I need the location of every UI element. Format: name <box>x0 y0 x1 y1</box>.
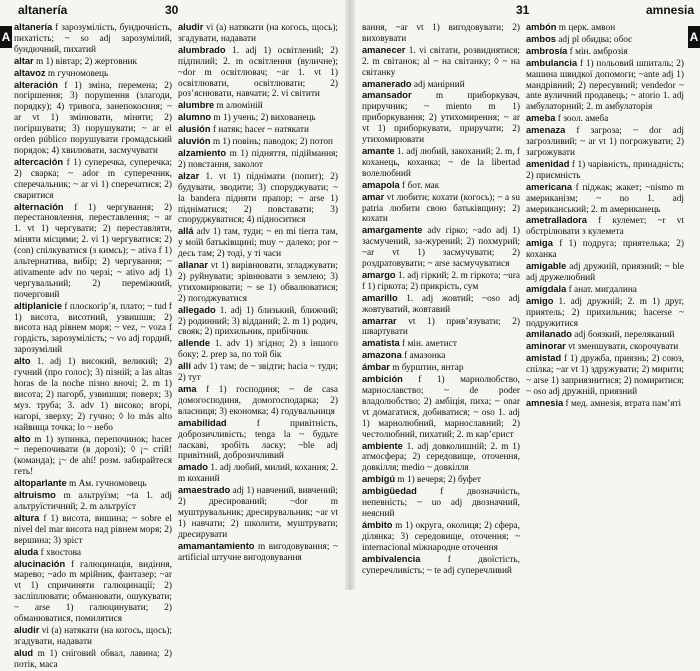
dictionary-entry <box>14 22 172 56</box>
headword: amarrar <box>362 315 397 326</box>
dictionary-entry <box>526 58 684 114</box>
headword: alto <box>14 356 31 367</box>
headword: alzamiento <box>178 147 227 158</box>
definition-text: adj дружній, приязний; ~ ble adj дружелюбний <box>526 262 684 283</box>
definition-text: f мін. аметист <box>399 339 457 350</box>
headword: alumbrado <box>178 44 226 55</box>
headword: ámbar <box>362 362 390 373</box>
column-4 <box>526 22 684 586</box>
dictionary-entry <box>362 192 520 226</box>
definition-text: f 1) подруга; приятелька; 2) коханка <box>526 239 684 261</box>
left-guide-word: altanería <box>18 3 68 17</box>
headword: amenaza <box>526 125 566 136</box>
dictionary-entry <box>362 554 520 577</box>
definition-text: m бурштин, янтар <box>389 363 464 374</box>
definition-text: m 1) вечеря; 2) буфет <box>395 475 481 486</box>
book-gutter <box>345 0 355 590</box>
definition-text: f привітність, доброзичливість; tenga la ~ будьте ласкаві, зробіть ласку; ~ble adj привітний, доброзичливий <box>178 418 338 462</box>
headword: ametralladora <box>526 215 587 226</box>
headword: amapola <box>362 179 400 190</box>
headword: ambiente <box>362 440 403 451</box>
definition-text: m 1) учень; 2) вихованець <box>211 113 316 124</box>
headword: altruismo <box>14 490 56 501</box>
dictionary-entry <box>178 112 338 124</box>
definition-text: vt любити; кохати (когось); ~ a su patria любити свою батьківщину; 2) кохати <box>362 192 520 225</box>
headword: alumno <box>178 112 212 123</box>
headword: ambos <box>526 33 556 44</box>
dictionary-entry <box>526 159 684 182</box>
headword: aminorar <box>526 341 566 352</box>
dictionary-entry <box>526 125 684 159</box>
headword: allá <box>178 226 194 237</box>
dictionary-entry <box>526 341 684 353</box>
headword: amigable <box>526 261 567 272</box>
headword: amenidad <box>526 158 570 169</box>
headword: amanerado <box>362 78 412 89</box>
headword: altercación <box>14 156 64 167</box>
definition-text: 1. adj 1) високий, великий; 2) гучний (про голос); 3) пізній; a las altas horas de la noche пізно вночі; 2. m 1) висота; 2) пагорб, узвишшя; поверх; 3) муз. труба; 3. adv 1) високо; вгорі, нагорі, зверху; 2) гучно; ◊ lo más alto найвища точка; lo ~ небо <box>14 357 172 433</box>
headword: amnesia <box>526 397 564 408</box>
definition-text: f 1) зміна, перемена; 2) погіршення; 3) порушення (злагоди, порядку); 4) тривога, занепокоєння; ~ ar vt 1) змінювати, міняти; 2) погіршувати; 3) порушувати; ~ ar el orden público порушувати громадський порядок; 4) хвилювати, засмучувати <box>14 80 172 156</box>
right-letter-tab: A <box>688 26 700 48</box>
dictionary-entry <box>14 202 172 301</box>
definition-text: 1. adj довколишній; 2. m 1) атмосфера; 2) середовище, оточення, довкілля; medio ~ довкілля <box>362 441 520 474</box>
dictionary-entry <box>14 68 172 80</box>
headword: ambón <box>526 22 557 32</box>
dictionary-entry <box>14 547 172 559</box>
definition-text: vt зменшувати, скорочувати <box>565 342 679 353</box>
dictionary-entry <box>14 356 172 433</box>
definition-text: f зарозумілість, бундючність, пихатість; ~ so adj зарозумілий, бундючний, пихатий <box>14 23 172 55</box>
headword: ambulancia <box>526 57 578 68</box>
definition-text: f амазонка <box>401 351 446 362</box>
headword: alteración <box>14 79 58 90</box>
definition-text: 1. adj дружній; 2. m 1) друг, приятель; 2) прихильник; hacerse ~ подружитися <box>526 296 684 329</box>
definition-text: f анат. мигдалина <box>566 284 637 295</box>
dictionary-entry <box>526 284 684 296</box>
definition-text: m 1) вівтар; 2) жертовник <box>33 56 138 67</box>
headword: amatista <box>362 338 400 349</box>
headword: amanecer <box>362 44 406 55</box>
headword: amígdala <box>526 283 567 294</box>
dictionary-entry <box>178 305 338 339</box>
dictionary-entry <box>526 215 684 238</box>
definition-text: m Ам. гучномовець <box>66 479 147 490</box>
dictionary-entry <box>362 79 520 91</box>
headword: alusión <box>178 124 211 135</box>
definition-text: 1. adv 1) згідно; 2) з іншого боку; 2. prep за, по той бік <box>178 339 338 361</box>
headword: ambición <box>362 374 403 385</box>
definition-text: 1. adj 1) близький, ближчий; 2) родинний; 3) відданий; 2. m 1) родич, свояк; 2) прихильник, прибічник <box>178 305 338 338</box>
headword: altavoz <box>14 67 46 78</box>
definition-text: vi (a) натякати (на когось, щось); згадувати, надавати <box>14 625 172 647</box>
dictionary-entry <box>526 22 684 34</box>
dictionary-entry <box>362 90 520 146</box>
definition-text: f загроза; ~ dor adj загрозливий; ~ ar vt 1) погрожувати; 2) загрожувати <box>526 126 684 158</box>
definition-text: f 1) висота, вишина; ~ sobre el nivel del mar висота над рівнем моря; 2) вершина; 3) зріст <box>14 513 172 546</box>
dictionary-entry <box>362 338 520 350</box>
right-page-number: 31 <box>516 3 530 17</box>
dictionary-entry <box>362 45 520 79</box>
dictionary-entry <box>362 474 520 486</box>
dictionary-entry <box>362 225 520 270</box>
dictionary-entry <box>14 157 172 202</box>
definition-text: f 1) дружба, приязнь; 2) союз, спілка; ~ar vt 1) здружувати; 2) мирити; ~ arse 1) заприязнитися; 2) помиритися; ~ oso adj дружній, приязний <box>526 354 684 397</box>
dictionary-entry <box>362 441 520 475</box>
headword: ámbito <box>362 519 393 530</box>
dictionary-entry <box>14 478 172 490</box>
dictionary-entry <box>526 296 684 330</box>
headword: amamantamiento <box>178 540 255 551</box>
headword: amado <box>178 462 208 473</box>
headword: amilanado <box>526 329 572 340</box>
right-guide-word: amnesia <box>645 3 694 17</box>
definition-text: f кулемет; ~r vt обстрілювати з кулемета <box>526 216 684 238</box>
headword: americana <box>526 181 572 192</box>
dictionary-entry <box>178 100 338 112</box>
headword: amazona <box>362 350 402 361</box>
definition-text: vt 1) прив’язувати; 2) швартувати <box>362 316 520 338</box>
headword: altar <box>14 55 34 66</box>
dictionary-entry <box>526 46 684 58</box>
dictionary-entry <box>178 541 338 564</box>
definition-text: adj 1) навчений, вивчений; 2) дресирований; ~dor m муштрувальник; дресирувальник; ~ar vt 1) навчати; 2) школити, муштрувати; дресирувати <box>178 486 338 540</box>
dictionary-entry <box>14 648 172 671</box>
headword: allegado <box>178 304 216 315</box>
headword: altiplanicie <box>14 300 63 311</box>
definition-text: 1. adj 1) освітлений; 2) підпилий; 2. m освітлення (вуличне); ~dor m освітлювач; ~ar 1. vt 1) освітлювати, освітлювати; 2) роз’яснювати, навчати; 2. vi світити <box>178 45 338 100</box>
definition-text: f 1) польовий шпиталь; 2) машина швидкої допомоги; ~ante adj 1) мандрівний; 2) пересувний; vendedor ~ ante вуличний продавець; ~ atorio 1. adj амбулаторний; 2. m амбулаторія <box>526 58 684 113</box>
definition-text: adj pl обидва; обоє <box>555 34 632 45</box>
dictionary-entry <box>178 384 338 418</box>
headword: amargamente <box>362 225 423 236</box>
headword: amargo <box>362 269 396 280</box>
definition-text: f двоїстість, суперечливість; ~ te adj суперечливий <box>362 554 520 576</box>
definition-text: f плоскогір’я, плато; ~ tud f 1) висота, висотний, узвишшя; 2) висота над рівнем моря; ~ vez, ~ voza f гордість, зарозумілість; ~ vo adj гордий, зарозумілий <box>14 301 172 356</box>
column-3 <box>362 22 520 586</box>
definition-text: f 1) марнолюбство, марнославство; ~ de poder владолюбство; 2) амбіція, пиха; ~ onar vt домагатися, добиватися; ~ oso 1. adj 1) марнолюбний, марнославний; 2) честолюбний, пихатий; 2. m кар’єрист <box>362 375 520 440</box>
dictionary-entry <box>362 270 520 293</box>
dictionary-entry <box>526 238 684 261</box>
dictionary-entry <box>362 350 520 362</box>
headword: amistad <box>526 353 562 364</box>
dictionary-entry <box>178 485 338 541</box>
headword: alto <box>14 433 31 444</box>
headword: amiga <box>526 238 553 249</box>
definition-text: 1. vi світати, розвиднятися; 2. m світанок; al ~ на світанку; ◊ ~ на світанку <box>362 45 520 78</box>
dictionary-entry <box>14 301 172 357</box>
headword: alumbre <box>178 100 215 111</box>
dictionary-entry <box>178 260 338 305</box>
definition-text: vi (a) натякати (на когось, щось); згадувати, надавати <box>178 23 338 44</box>
headword: aluvión <box>178 136 211 147</box>
dictionary-entry <box>362 22 520 45</box>
dictionary-entry <box>178 148 338 171</box>
definition-text: adv 1) там; de ~ звідти; hacia ~ туди; 2) тут <box>178 362 338 384</box>
dictionary-entry <box>362 374 520 440</box>
headword: ambrosía <box>526 45 568 56</box>
definition-text: 1. adj любий, закоханий; 2. m, f коханець, коханка; ~ de la libertad волелюбний <box>362 146 520 179</box>
dictionary-entry <box>178 418 338 463</box>
dictionary-entry <box>526 261 684 284</box>
definition-text: m 1) повінь; паводок; 2) потоп <box>210 137 333 148</box>
dictionary-entry <box>178 338 338 361</box>
dictionary-entry <box>362 293 520 316</box>
definition-text: вання, ~ar vt 1) вигодовувати; 2) виховувати <box>362 23 520 44</box>
definition-text: f хвостова <box>38 547 82 558</box>
dictionary-entry <box>362 146 520 180</box>
left-page-number: 30 <box>165 3 179 17</box>
headword: ambigú <box>362 474 396 485</box>
headword: alternación <box>14 201 64 212</box>
definition-text: f 1) чергування; 2) перестановлення, переставлення; ~ ar 1. vt 1) чергувати; 2) переставляти, міняти місцями; 2. vi 1) чергуватися; 2) (con) спілкуватися (з кимсь); ~ ativa f 1) альтернатива, вибір; 2) чергування; ~ ativamente adv по черзі; ~ ativo adj 1) чергувальний; 2) переміжний, почерговий <box>14 202 172 300</box>
headword: alucinación <box>14 558 66 569</box>
definition-text: m вигодовування; ~ artificial штучне вигодовування <box>178 541 338 563</box>
definition-text: m приборкувач, приручник; ~ miento m 1) приборкування; 2) утихомирення; ~ ar vt 1) приборкувати, приручати; 2) утихомирювати <box>362 91 520 146</box>
dictionary-entry <box>14 56 172 68</box>
dictionary-entry <box>14 434 172 479</box>
definition-text: m 1) округа, околиця; 2) сфера, ділянка; 3) середовище, оточення; ~ internacional міжнародне оточення <box>362 520 520 553</box>
definition-text: f мін. амброзія <box>567 46 628 57</box>
definition-text: f 1) суперечка, суперечка; 2) сварка; ~ ador m суперечник, сперечальник; ~ ar vi 1) сперечатися; 2) сваритися <box>14 157 172 201</box>
dictionary-entry <box>526 398 684 410</box>
definition-text: f двозначність, непевність; ~ uo adj двозначний, неясний <box>362 487 520 519</box>
dictionary-entry <box>526 34 684 46</box>
dictionary-entry <box>526 353 684 398</box>
definition-text: m гучномовець <box>45 68 109 79</box>
headword: amarillo <box>362 292 398 303</box>
definition-text: m церк. амвон <box>556 23 616 33</box>
headword: aludir <box>14 624 40 635</box>
definition-text: m 1) підняття, підіймання; 2) повстання, заколот <box>178 148 338 170</box>
headword: amansador <box>362 90 412 101</box>
definition-text: m 1) зупинка, перепочинок; hacer ~ перепочивати (в дорозі); ◊ ¡~ стій! (команда); ¡~ de ahí! розм. забирайтеся геть! <box>14 434 172 478</box>
dictionary-entry <box>362 316 520 339</box>
headword: aludir <box>178 22 204 32</box>
definition-text: f зоол. амеба <box>555 114 609 125</box>
headword: amabilidad <box>178 417 227 428</box>
definition-text: adv 1) там, туди; ~ en mi tierra там, у моїй батьківщині; muy ~ далеко; por ~ десь там; 2) тоді, у ті часи <box>178 227 338 260</box>
headword: amar <box>362 191 385 202</box>
dictionary-entry <box>362 180 520 192</box>
definition-text: m альтруїзм; ~ta 1. adj альтруїстичний; 2. m альтруїст <box>14 491 172 512</box>
headword: alud <box>14 647 34 658</box>
headword: amigo <box>526 295 554 306</box>
definition-text: f 1) господиня; ~ de casa домогосподиня, домогосподарка; 2) власниця; 3) економка; 4) годувальниця <box>178 385 338 417</box>
dictionary-entry <box>362 486 520 520</box>
definition-text: m 1) сніговий обвал, лавина; 2) потік, маса <box>14 648 172 670</box>
dictionary-entry <box>178 361 338 384</box>
dictionary-entry <box>178 136 338 148</box>
dictionary-entry <box>14 80 172 157</box>
dictionary-entry <box>178 226 338 260</box>
dictionary-entry <box>14 559 172 625</box>
definition-text: adv гірко; ~ado adj 1) засмучений, за-журений; 2) похмурий; ~ar vt 1) засмучувати; 2) роздратовувати; ~ arse засмучуватися <box>362 226 520 270</box>
headword: ambivalencia <box>362 553 421 564</box>
definition-text: 1. adj гіркий; 2. m гіркота; ~ura f 1) гіркота; 2) прикрість, сум <box>362 270 520 292</box>
definition-text: 1. adj жовтий; ~oso adj жовтуватий, жовтавий <box>362 293 520 315</box>
dictionary-entry <box>526 182 684 216</box>
column-2 <box>178 22 338 586</box>
definition-text: f галюцинація, видіння, марево; ~ado m мрійник, фантазер; ~ar vt 1) спричиняти галюцинації; 2) засліплювати; обманювати, ошукувати; ~ arse 1) галюцинувати; 2) обманюватися, помилятися <box>14 559 172 625</box>
dictionary-entry <box>526 329 684 341</box>
definition-text: f мед. амнезія, втрата пам’яті <box>563 398 682 409</box>
left-letter-tab: A <box>0 26 12 48</box>
definition-text: 1. vt 1) піднімати (попит); 2) будувати, зводити; 3) споруджувати; ~ la bandera підняти прапор; ~ arse 1) підніматися; 2) повставати; 3) споруджуватися; 4) підноситися <box>178 171 338 226</box>
definition-text: f натяк; hacer ~ натякати <box>210 125 309 136</box>
dictionary-entry <box>362 520 520 554</box>
definition-text: f бот. мак <box>399 180 440 191</box>
dictionary-entry <box>526 113 684 125</box>
headword: allanar <box>178 260 208 271</box>
dictionary-entry <box>14 513 172 547</box>
headword: amante <box>362 145 395 156</box>
headword: alzar <box>178 170 200 181</box>
definition-text: vt 1) вирівнювати, згладжувати; 2) руйнувати; зрівнювати з землею; 3) утихомирювати; ~ se 1) обвалюватися; 2) погоджуватися <box>178 261 338 304</box>
definition-text: f 1) чарівність, принадність; 2) приємність <box>526 159 684 181</box>
headword: allende <box>178 338 211 349</box>
headword: ameba <box>526 113 556 124</box>
dictionary-entry <box>14 625 172 648</box>
headword: aluda <box>14 546 39 557</box>
headword: altanería <box>14 22 53 32</box>
definition-text: f піджак; жакет; ~nismo m американізм; ~ no 1. adj американський; 2. m американець <box>526 182 684 215</box>
dictionary-entry <box>178 462 338 485</box>
dictionary-entry <box>362 362 520 374</box>
definition-text: adj манірний <box>411 79 465 90</box>
headword: ama <box>178 384 197 394</box>
headword: amaestrado <box>178 485 231 496</box>
dictionary-entry <box>14 490 172 513</box>
definition-text: adj боязкий, переляканий <box>571 330 675 341</box>
dictionary-entry <box>178 171 338 227</box>
definition-text: m алюміній <box>214 101 263 112</box>
column-1 <box>14 22 172 670</box>
headword: allí <box>178 361 191 372</box>
dictionary-entry <box>178 22 338 45</box>
dictionary-entry <box>178 45 338 101</box>
headword: ambigüedad <box>362 486 417 497</box>
headword: altoparlante <box>14 478 67 489</box>
definition-text: 1. adj любий, милий, кохання; 2. m коханий <box>178 463 338 485</box>
dictionary-entry <box>178 124 338 136</box>
headword: altura <box>14 512 40 523</box>
